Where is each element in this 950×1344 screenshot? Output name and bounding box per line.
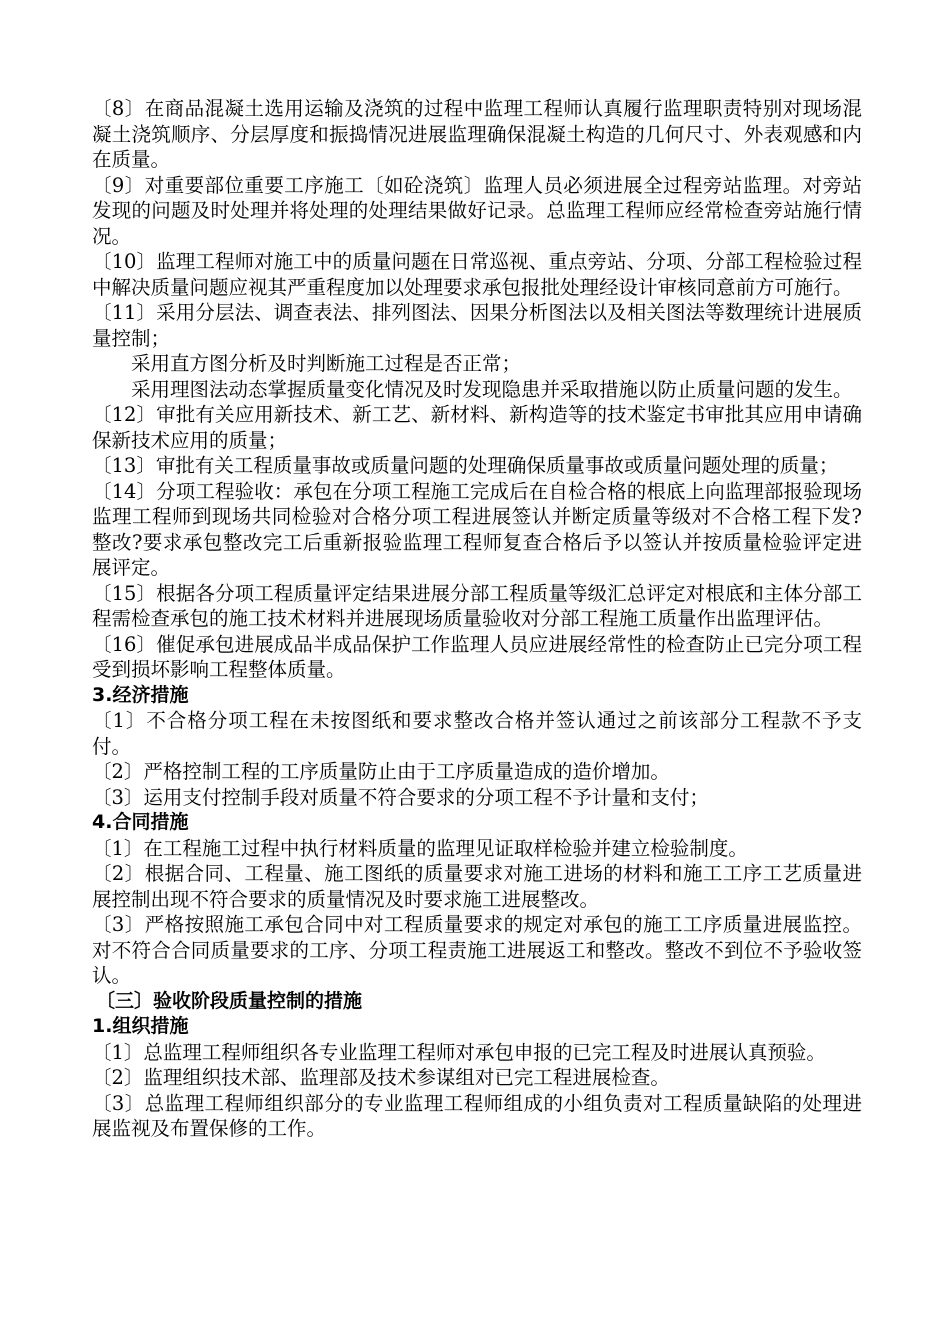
paragraph-10: 〔10〕监理工程师对施工中的质量问题在日常巡视、重点旁站、分项、分部工程检验过程中解决质量问题应视其严重程度加以处理要求承包报批处理经设计审核同意前方可施行。 <box>92 250 862 299</box>
heading-organization-measures: 1.组织措施 <box>92 1015 189 1037</box>
paragraph-16: 〔16〕催促承包进展成品半成品保护工作监理人员应进展经常性的检查防止已完分项工程受到损坏影响工程整体质量。 <box>92 632 862 681</box>
paragraph-15: 〔15〕根据各分项工程质量评定结果进展分部工程质量等级汇总评定对根底和主体分部工程需检查承包的施工技术材料并进展现场质量验收对分部工程施工质量作出监理评估。 <box>92 581 862 630</box>
paragraph-11-control-chart: 采用理图法动态掌握质量变化情况及时发现隐患并采取措施以防止质量问题的发生。 <box>131 377 853 401</box>
paragraph-11: 〔11〕采用分层法、调查表法、排列图法、因果分析图法以及相关图法等数理统计进展质量控制； <box>92 301 862 350</box>
organization-item-3: 〔3〕总监理工程师组织部分的专业监理工程师组成的小组负责对工程质量缺陷的处理进展监视及布置保修的工作。 <box>92 1091 862 1140</box>
heading-acceptance-stage: 〔三〕验收阶段质量控制的措施 <box>96 989 363 1012</box>
paragraph-9: 〔9〕对重要部位重要工序施工〔如砼浇筑〕监理人员必须进展全过程旁站监理。对旁站发现的问题及时处理并将处理的处理结果做好记录。总监理工程师应经常检查旁站施行情况。 <box>92 173 862 248</box>
economic-item-1: 〔1〕不合格分项工程在未按图纸和要求整改合格并签认通过之前该部分工程款不予支付。 <box>92 709 862 758</box>
document-page <box>92 96 862 1142</box>
organization-item-2: 〔2〕监理组织技术部、监理部及技术参谋组对已完工程进展检查。 <box>92 1066 670 1089</box>
paragraph-13: 〔13〕审批有关工程质量事故或质量问题的处理确保质量事故或质量问题处理的质量； <box>92 454 839 477</box>
paragraph-11-histogram: 采用直方图分析及时判断施工过程是否正常； <box>131 352 522 375</box>
contract-item-2: 〔2〕根据合同、工程量、施工图纸的质量要求对施工进场的材料和施工工序工艺质量进展控制出现不符合要求的质量情况及时要求施工进展整改。 <box>92 862 862 911</box>
contract-item-1: 〔1〕在工程施工过程中执行材料质量的监理见证取样检验并建立检验制度。 <box>92 836 748 860</box>
heading-contract-measures: 4.合同措施 <box>92 811 189 833</box>
paragraph-14: 〔14〕分项工程验收：承包在分项工程施工完成后在自检合格的根底上向监理部报验现场监理工程师到现场共同检验对合格分项工程进展签认并断定质量等级对不合格工程下发?整改?要求承包整改完工后重新报验监理工程师复查合格后予以签认并按质量检验评定进展评定。 <box>92 479 862 579</box>
organization-item-1: 〔1〕总监理工程师组织各专业监理工程师对承包申报的已完工程及时进展认真预验。 <box>92 1040 826 1064</box>
contract-item-3: 〔3〕严格按照施工承包合同中对工程质量要求的规定对承包的施工工序质量进展监控。对不符合合同质量要求的工序、分项工程责施工进展返工和整改。整改不到位不予验收签认。 <box>92 913 862 987</box>
paragraph-8: 〔8〕在商品混凝土选用运输及浇筑的过程中监理工程师认真履行监理职责特别对现场混凝土浇筑顺序、分层厚度和振捣情况进展监理确保混凝土构造的几何尺寸、外表观感和内在质量。 <box>92 97 862 171</box>
paragraph-12: 〔12〕审批有关应用新技术、新工艺、新材料、新构造等的技术鉴定书审批其应用申请确保新技术应用的质量； <box>92 403 862 452</box>
heading-economic-measures: 3.经济措施 <box>92 683 189 706</box>
economic-item-2: 〔2〕严格控制工程的工序质量防止由于工序质量造成的造价增加。 <box>92 760 670 783</box>
economic-item-3: 〔3〕运用支付控制手段对质量不符合要求的分项工程不予计量和支付； <box>92 785 709 809</box>
